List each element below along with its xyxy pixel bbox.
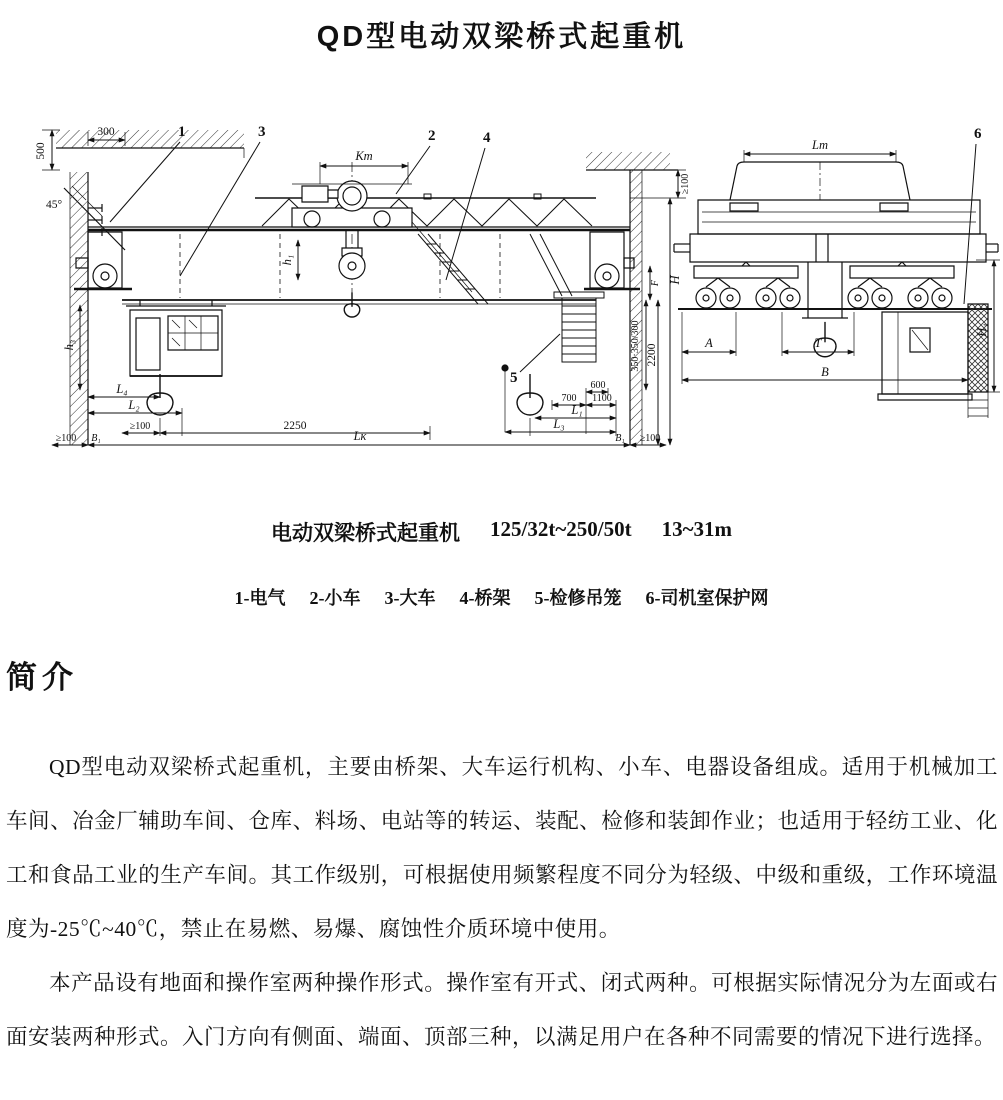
dim-H: H xyxy=(668,275,682,285)
dim-300: 300 xyxy=(97,126,115,138)
caption-capacity: 125/32t~250/50t xyxy=(490,517,632,541)
dim-B: B xyxy=(821,365,829,379)
callout-1: 1 xyxy=(178,124,186,140)
dim-350: 350·350/300 xyxy=(630,320,641,372)
callout-4: 4 xyxy=(483,130,491,146)
dim-45deg: 45° xyxy=(46,199,63,211)
main-hook-left xyxy=(147,374,173,436)
service-cage xyxy=(530,234,604,362)
dim-F: F xyxy=(650,279,661,287)
dim-h3: h₃ xyxy=(62,339,76,351)
dim-A: A xyxy=(705,336,713,350)
side-callouts xyxy=(964,126,982,304)
roof-right xyxy=(586,152,678,170)
dim-kt: Kт xyxy=(355,149,373,163)
legend-item-5: 5-检修吊笼 xyxy=(534,588,622,608)
side-dimensions xyxy=(682,138,1000,392)
legend-item-2: 2-小车 xyxy=(309,588,361,608)
dim-T: T xyxy=(814,336,822,350)
dim-L1: L₁ xyxy=(571,403,583,417)
dim-ge100-br: ≥100 xyxy=(639,433,661,444)
cab-protective-net xyxy=(968,304,988,392)
callout-6: 6 xyxy=(974,126,982,142)
paragraph-1: QD型电动双梁桥式起重机，主要由桥架、大车运行机构、小车、电器设备组成。适用于机械加工车间、冶金厂辅助车间、仓库、料场、电站等的转运、装配、检修和装卸作业；也适用于轻纺工业、化工和食品工业的生产车间。其工作级别，可根据使用频繁程度不同分为轻级、中级和重级，工作环境温度为-25℃~40℃，禁止在易燃、易爆、腐蚀性介质环境中使用。 xyxy=(6,755,998,941)
dim-L2: L₂ xyxy=(128,398,140,412)
intro-text xyxy=(6,740,998,1064)
trolley xyxy=(292,181,412,317)
wall-right xyxy=(630,170,642,445)
dim-1100: 1100 xyxy=(592,393,612,404)
dim-2250: 2250 xyxy=(283,420,307,432)
front-dimensions xyxy=(35,126,691,445)
legend-item-6: 6-司机室保护网 xyxy=(645,588,769,608)
figure-legend xyxy=(0,584,1003,610)
legend-item-3: 3-大车 xyxy=(384,588,436,608)
dim-ge100-top: ≥100 xyxy=(680,173,691,195)
legend-item-4: 4-桥架 xyxy=(459,588,511,608)
dim-Lt: Lт xyxy=(812,138,828,152)
side-view xyxy=(674,126,1000,418)
side-trolley xyxy=(730,162,910,200)
dim-B1-right: B₁ xyxy=(615,433,625,444)
caption-span: 13~31m xyxy=(661,517,732,541)
dim-ge100-bl: ≥100 xyxy=(55,433,77,444)
dim-h1: h₁ xyxy=(280,254,294,266)
dim-H1: H₁ xyxy=(975,323,989,337)
operator-cab xyxy=(126,300,226,376)
dim-Lk: Lк xyxy=(353,429,367,443)
side-end-carriage xyxy=(678,262,992,309)
main-hook-right xyxy=(502,365,543,436)
technical-drawing xyxy=(30,100,1003,470)
stairway xyxy=(412,222,488,304)
front-view xyxy=(35,124,691,445)
callout-2: 2 xyxy=(428,128,436,144)
dim-L3: L₃ xyxy=(553,417,565,431)
section-heading: 简介 xyxy=(6,660,78,695)
caption-name: 电动双梁桥式起重机 xyxy=(271,521,460,545)
dim-600: 600 xyxy=(590,380,606,391)
page-title: QD型电动双梁桥式起重机 xyxy=(316,21,687,53)
side-cab xyxy=(878,304,988,418)
dim-ge100-l: ≥100 xyxy=(129,421,151,432)
callout-5: 5 xyxy=(510,370,518,386)
dim-700: 700 xyxy=(561,393,577,404)
figure-caption xyxy=(0,517,1003,547)
front-callouts xyxy=(110,124,560,386)
dim-500: 500 xyxy=(35,142,47,160)
wall-left xyxy=(70,172,88,445)
side-wheels xyxy=(696,288,952,308)
callout-3: 3 xyxy=(258,124,266,140)
legend-item-1: 1-电气 xyxy=(234,588,286,608)
dim-2200: 2200 xyxy=(646,343,658,367)
paragraph-2: 本产品设有地面和操作室两种操作形式。操作室有开式、闭式两种。可根据实际情况分为左面或右面安装两种形式。入门方向有侧面、端面、顶部三种，以满足用户在各种不同需要的情况下进行选择。 xyxy=(6,971,998,1049)
crane-drawing-svg xyxy=(30,100,1003,470)
dim-L4: L₄ xyxy=(116,382,128,396)
side-bridge xyxy=(674,200,998,262)
dim-B1-left: B₁ xyxy=(91,433,101,444)
